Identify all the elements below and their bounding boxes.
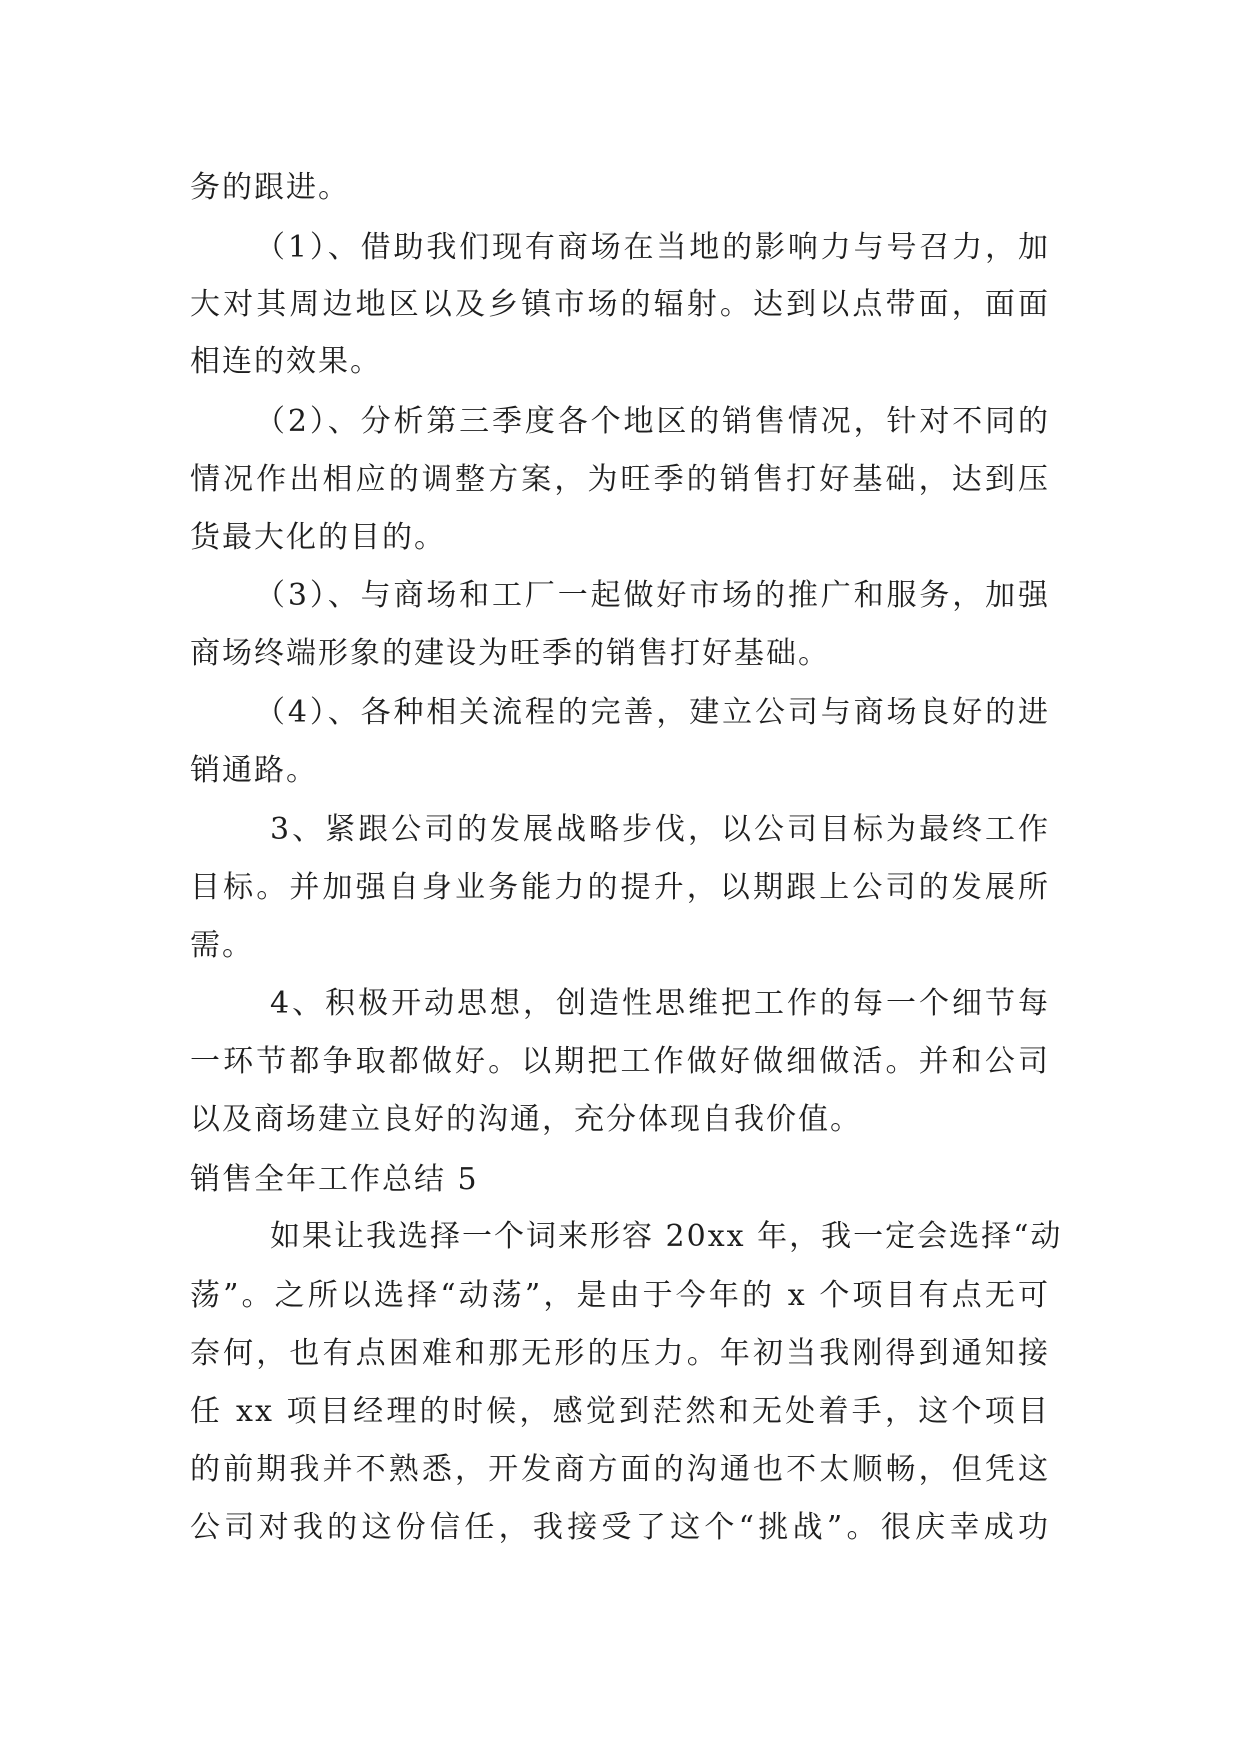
text-line: 3、紧跟公司的发展战略步伐，以公司目标为最终工作: [270, 812, 1050, 847]
text-line: 荡”。之所以选择“动荡”，是由于今年的 x 个项目有点无可: [190, 1278, 1050, 1313]
text-line: 奈何，也有点困难和那无形的压力。年初当我刚得到通知接: [190, 1336, 1050, 1371]
text-line: 如果让我选择一个词来形容 20xx 年，我一定会选择“动: [270, 1219, 1063, 1254]
text-line: （4）、各种相关流程的完善，建立公司与商场良好的进: [255, 695, 1050, 730]
text-line: 以及商场建立良好的沟通，充分体现自我价值。: [190, 1102, 862, 1137]
text-line: （3）、与商场和工厂一起做好市场的推广和服务，加强: [255, 578, 1050, 613]
text-line: （1）、借助我们现有商场在当地的影响力与号召力，加: [255, 230, 1050, 265]
text-line: 销通路。: [190, 753, 318, 788]
text-line: 相连的效果。: [190, 344, 382, 379]
text-line: 4、积极开动思想，创造性思维把工作的每一个细节每: [270, 986, 1050, 1021]
text-line: 大对其周边地区以及乡镇市场的辐射。达到以点带面，面面: [190, 287, 1050, 322]
text-line: 需。: [190, 928, 254, 963]
text-line: （2）、分析第三季度各个地区的销售情况，针对不同的: [255, 404, 1050, 439]
text-line: 公司对我的这份信任，我接受了这个“挑战”。很庆幸成功: [190, 1510, 1050, 1545]
text-line: 情况作出相应的调整方案，为旺季的销售打好基础，达到压: [190, 462, 1050, 497]
text-line: 货最大化的目的。: [190, 520, 446, 555]
section-heading: 销售全年工作总结 5: [190, 1162, 479, 1197]
text-line: 一环节都争取都做好。以期把工作做好做细做活。并和公司: [190, 1044, 1050, 1079]
text-line: 任 xx 项目经理的时候，感觉到茫然和无处着手，这个项目: [190, 1394, 1050, 1429]
text-line: 的前期我并不熟悉，开发商方面的沟通也不太顺畅，但凭这: [190, 1452, 1050, 1487]
text-line: 目标。并加强自身业务能力的提升，以期跟上公司的发展所: [190, 870, 1050, 905]
text-line: 商场终端形象的建设为旺季的销售打好基础。: [190, 636, 830, 671]
text-line: 务的跟进。: [190, 170, 350, 205]
